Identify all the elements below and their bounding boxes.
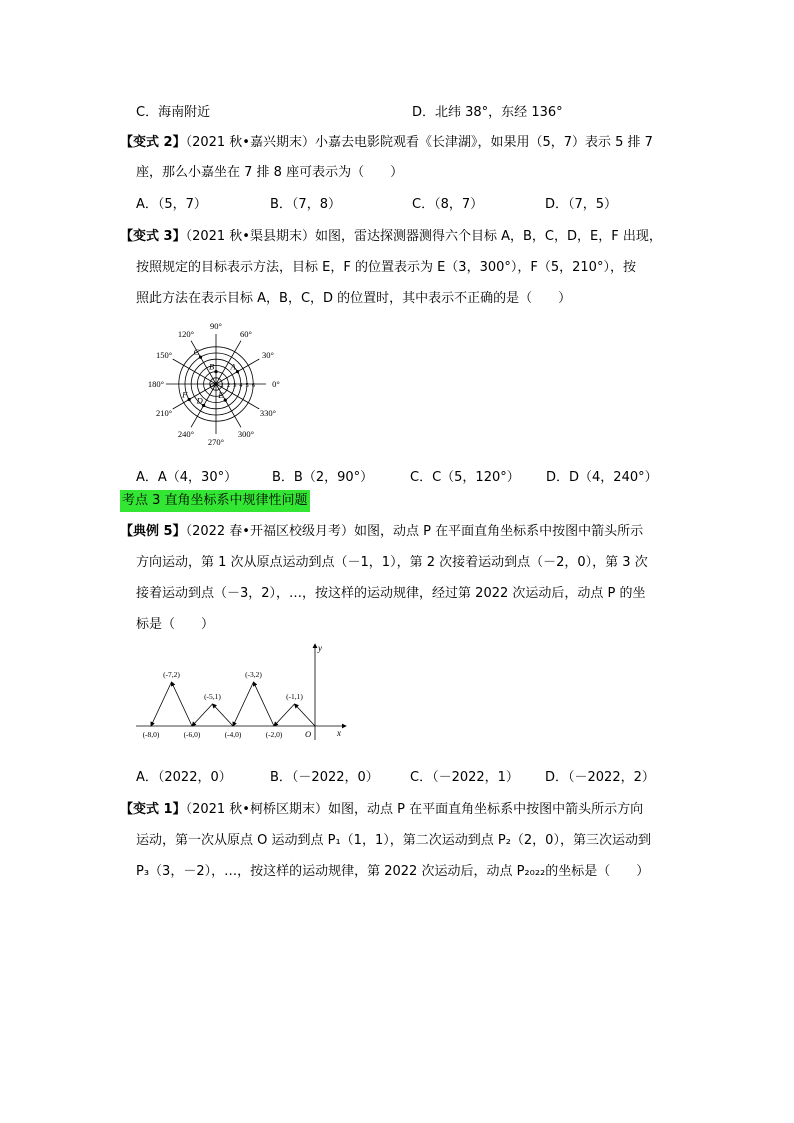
radar-point-label: F xyxy=(182,389,188,400)
variant1-line3: P₃（3，－2），…，按这样的运动规律，第 2022 次运动后，动点 P₂₀₂₂的坐标是（ ） xyxy=(136,864,650,879)
radar-angle-label: 0° xyxy=(272,379,280,389)
origin-label: O xyxy=(305,729,312,739)
option-d: D．北纬 38°，东经 136° xyxy=(412,105,563,120)
variant2-line1: 【变式 2】（2021 秋•嘉兴期末）小嘉去电影院观看《长津湖》，如果用（5，7）表示 5 排 7 xyxy=(120,135,653,150)
radar-point-E xyxy=(224,399,227,402)
y-axis-label: y xyxy=(318,643,322,653)
variant3-option-d: D．D（4，240°） xyxy=(546,470,658,485)
radar-point-label: A xyxy=(230,361,236,372)
example5-option-b: B．（－2022，0） xyxy=(270,770,379,785)
zigzag-point-label: (-4,0) xyxy=(224,730,242,739)
variant3-tag: 【变式 3】 xyxy=(120,229,186,244)
variant3-line3: 照此方法在表示目标 A，B，C，D 的位置时，其中表示不正确的是（ ） xyxy=(136,291,572,306)
zigzag-segment xyxy=(151,682,172,726)
example5-tag: 【典例 5】 xyxy=(120,524,186,539)
zigzag-point-label: (-3,2) xyxy=(245,670,262,679)
zigzag-point-label: (-6,0) xyxy=(183,730,201,739)
radar-point-A xyxy=(236,370,239,373)
example5-option-c: C．（－2022，1） xyxy=(410,770,519,785)
variant3-line1: 【变式 3】（2021 秋•渠县期末）如图，雷达探测器测得六个目标 A，B，C，D，E，F 出现， xyxy=(120,229,662,244)
example5-line3: 接着运动到点（－3，2），…，按这样的运动规律，经过第 2022 次运动后，动点 P 的坐 xyxy=(136,586,646,601)
radar-angle-label: 30° xyxy=(262,350,274,360)
variant2-option-b: B．（7，8） xyxy=(270,197,341,212)
radar-point-label: E xyxy=(218,390,224,401)
radar-ring-label: 2 xyxy=(226,382,231,389)
zigzag-segment xyxy=(172,682,193,726)
radar-angle-label: 210° xyxy=(155,408,173,418)
zigzag-point-label: (-5,1) xyxy=(204,692,221,701)
variant2-tag: 【变式 2】 xyxy=(120,135,186,150)
variant1-line1: 【变式 1】（2021 秋•柯桥区期末）如图，动点 P 在平面直角坐标系中按图中箭头所示方向 xyxy=(120,802,644,817)
radar-point-label: B xyxy=(209,361,215,372)
section-header: 考点 3 直角坐标系中规律性问题 xyxy=(120,490,310,512)
radar-ring-label: 1 xyxy=(220,382,224,389)
variant2-option-d: D．（7，5） xyxy=(545,197,618,212)
variant1-source: （2021 秋•柯桥区期末） xyxy=(185,802,328,817)
example5-source: （2022 春•开福区校级月考） xyxy=(185,524,354,539)
radar-angle-label: 60° xyxy=(240,328,252,339)
radar-diagram xyxy=(136,318,296,456)
variant3-source: （2021 秋•渠县期末） xyxy=(185,229,315,244)
radar-point-F xyxy=(188,398,191,401)
radar-angle-label: 240° xyxy=(177,429,195,440)
radar-point-label: D xyxy=(196,395,203,406)
radar-point-B xyxy=(214,370,217,373)
radar-point-label: C xyxy=(193,347,200,358)
variant3-option-c: C．C（5，120°） xyxy=(410,470,520,485)
variant3-option-b: B．B（2，90°） xyxy=(272,470,374,485)
variant3-option-a: A．A（4，30°） xyxy=(136,470,238,485)
zigzag-segment xyxy=(254,682,275,726)
example5-line1: 【典例 5】（2022 春•开福区校级月考）如图，动点 P 在平面直角坐标系中按图中箭头所示 xyxy=(120,524,644,539)
zigzag-segment xyxy=(233,682,254,726)
variant2-line2: 座，那么小嘉坐在 7 排 8 座可表示为（ ） xyxy=(136,165,404,180)
radar-angle-label: 330° xyxy=(259,408,277,418)
option-c: C．海南附近 xyxy=(136,105,211,120)
zigzag-segment xyxy=(192,704,213,726)
radar-angle-label: 270° xyxy=(207,437,225,447)
radar-angle-label: 90° xyxy=(210,321,222,331)
radar-angle-label: 120° xyxy=(177,328,195,339)
zigzag-diagram xyxy=(134,640,354,745)
variant2-option-c: C．（8，7） xyxy=(412,197,484,212)
radar-ring-label: 6 xyxy=(251,382,255,389)
zigzag-point-label: (-8,0) xyxy=(142,730,160,739)
example5-line2: 方向运动，第 1 次从原点运动到点（－1，1），第 2 次接着运动到点（－2，0），第 3 次 xyxy=(136,555,648,570)
zigzag-segment xyxy=(213,704,234,726)
zigzag-point-label: (-2,0) xyxy=(265,730,283,739)
variant2-source: （2021 秋•嘉兴期末） xyxy=(185,135,315,150)
radar-center-label: O xyxy=(210,382,215,389)
example5-option-a: A．（2022，0） xyxy=(136,770,232,785)
radar-angle-label: 300° xyxy=(237,429,255,440)
variant1-tag: 【变式 1】 xyxy=(120,802,186,817)
zigzag-segment xyxy=(274,704,295,726)
variant1-line2: 运动，第一次从原点 O 运动到点 P₁（1，1），第二次运动到点 P₂（2，0），第三次运动到 xyxy=(136,833,651,848)
zigzag-point-label: (-7,2) xyxy=(163,670,180,679)
variant2-option-a: A．（5，7） xyxy=(136,197,207,212)
radar-angle-label: 180° xyxy=(147,379,165,389)
zigzag-point-label: (-1,1) xyxy=(286,692,303,701)
example5-line4: 标是（ ） xyxy=(136,617,215,632)
x-axis-label: x xyxy=(337,728,341,738)
radar-point-C xyxy=(199,356,202,359)
radar-ring-label: 3 xyxy=(233,382,237,389)
zigzag-segment xyxy=(295,704,316,726)
radar-ring-label: 4 xyxy=(239,382,243,389)
radar-ring-label: 5 xyxy=(245,382,249,389)
radar-angle-label: 150° xyxy=(155,350,173,360)
example5-option-d: D．（－2022，2） xyxy=(545,770,655,785)
variant3-line2: 按照规定的目标表示方法，目标 E，F 的位置表示为 E（3，300°），F（5，210°），按 xyxy=(136,260,636,275)
